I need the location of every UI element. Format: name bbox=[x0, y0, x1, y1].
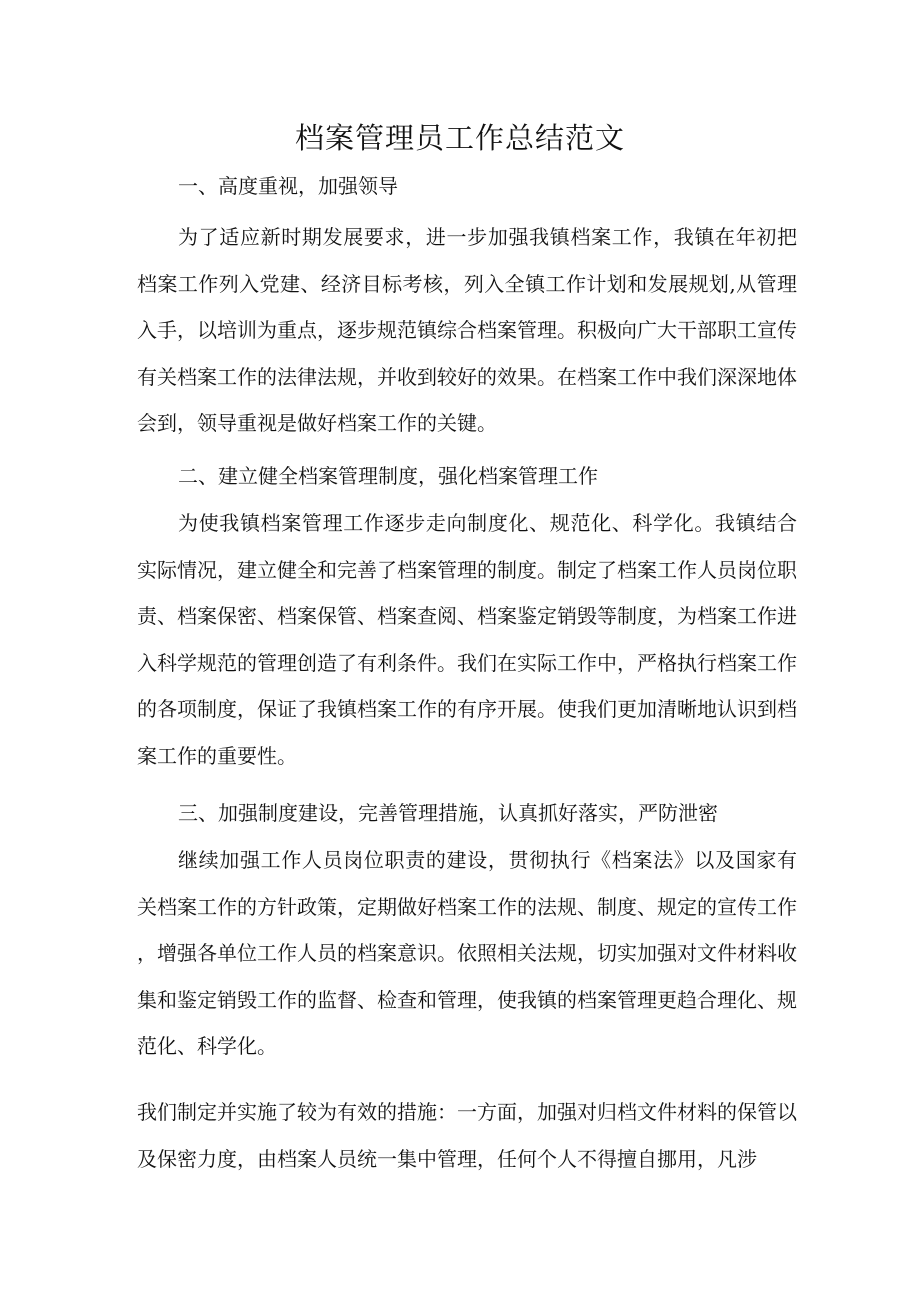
section-heading-1: 一、高度重视，加强领导 bbox=[178, 174, 398, 198]
section-heading-2: 二、建立健全档案管理制度，强化档案管理工作 bbox=[178, 464, 598, 488]
closing-paragraph: 我们制定并实施了较为有效的措施：一方面，加强对归档文件材料的保管以及保密力度，由档案人员统一集中管理，任何个人不得擅自挪用，凡涉 bbox=[137, 1100, 797, 1171]
section-heading-3: 三、加强制度建设，完善管理措施，认真抓好落实，严防泄密 bbox=[178, 801, 718, 825]
section-paragraph-3: 继续加强工作人员岗位职责的建设，贯彻执行《档案法》以及国家有关档案工作的方针政策，定期做好档案工作的法规、制度、规定的宣传工作，增强各单位工作人员的档案意识。依照相关法规，切实加强对文件材料收集和鉴定销毁工作的监督、检查和管理，使我镇的档案管理更趋合理化、规范化、科学化。 bbox=[137, 848, 797, 1058]
section-paragraph-1: 为了适应新时期发展要求，进一步加强我镇档案工作，我镇在年初把档案工作列入党建、经济目标考核，列入全镇工作计划和发展规划,从管理入手，以培训为重点，逐步规范镇综合档案管理。积极向广大干部职工宣传有关档案工作的法律法规，并收到较好的效果。在档案工作中我们深深地体会到，领导重视是做好档案工作的关键。 bbox=[137, 225, 797, 435]
document-title: 档案管理员工作总结范文 bbox=[294, 121, 625, 155]
section-paragraph-2: 为使我镇档案管理工作逐步走向制度化、规范化、科学化。我镇结合实际情况，建立健全和完善了档案管理的制度。制定了档案工作人员岗位职责、档案保密、档案保管、档案查阅、档案鉴定销毁等制度，为档案工作进入科学规范的管理创造了有利条件。我们在实际工作中，严格执行档案工作的各项制度，保证了我镇档案工作的有序开展。使我们更加清晰地认识到档案工作的重要性。 bbox=[137, 511, 797, 768]
